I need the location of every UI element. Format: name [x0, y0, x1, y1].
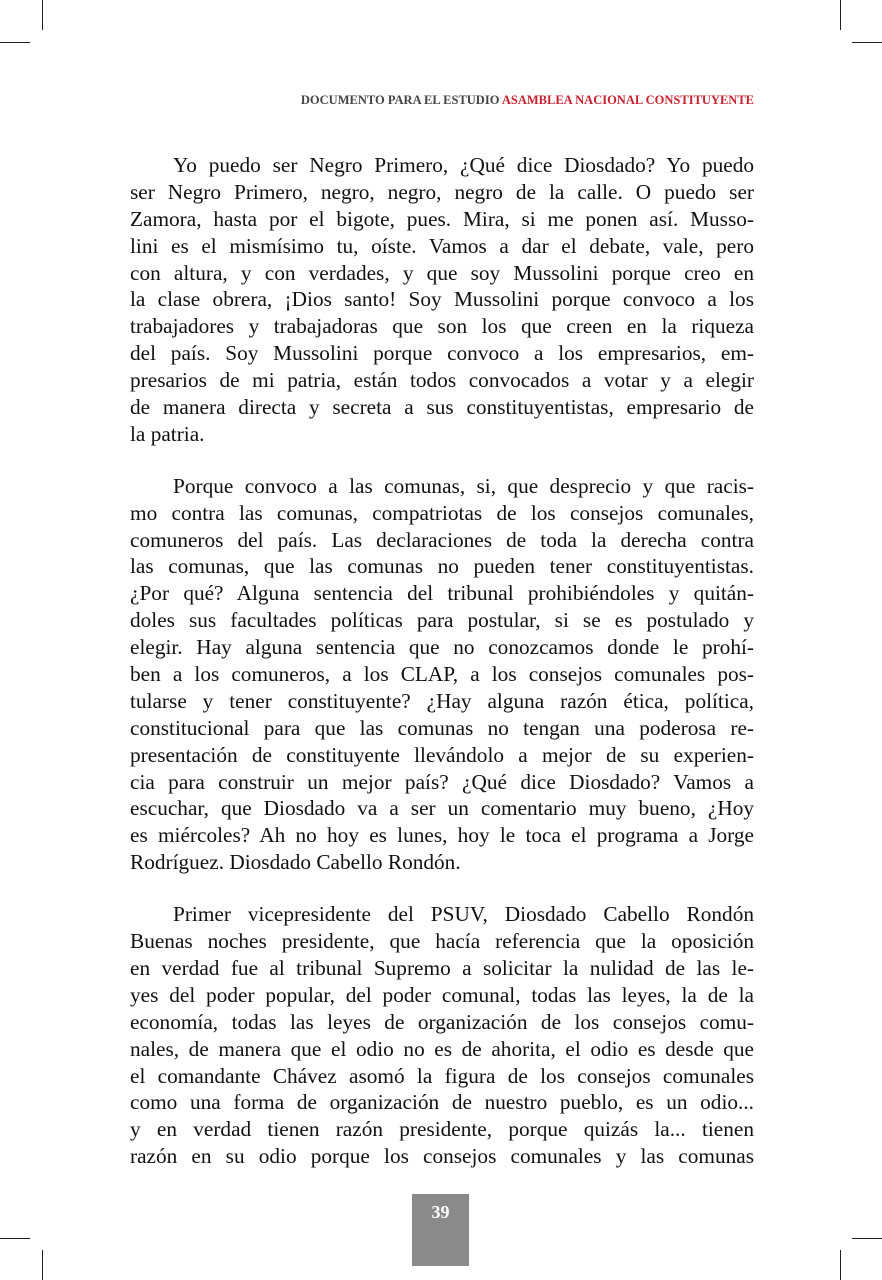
text-line: ¿Por qué? Alguna sentencia del tribunal prohibiéndoles y quitán-: [130, 581, 754, 606]
text-line: Rodríguez. Diosdado Cabello Rondón.: [130, 850, 461, 875]
text-line: presarios de mi patria, están todos convocados a votar y a elegir: [130, 368, 754, 393]
text-line: elegir. Hay alguna sentencia que no conozcamos donde le prohí-: [130, 635, 754, 660]
text-line: la clase obrera, ¡Dios santo! Soy Mussolini porque convoco a los: [130, 287, 754, 312]
text-line: razón en su odio porque los consejos comunales y las comunas: [130, 1144, 754, 1169]
crop-mark: [852, 1238, 882, 1239]
text-line: nales, de manera que el odio no es de ahorita, el odio es desde que: [130, 1036, 754, 1061]
text-line: Zamora, hasta por el bigote, pues. Mira, si me ponen así. Musso-: [130, 206, 754, 231]
crop-mark: [852, 42, 882, 43]
crop-mark: [42, 1250, 43, 1280]
text-line: ser Negro Primero, negro, negro, negro de la calle. O puedo ser: [130, 179, 754, 204]
text-line: escuchar, que Diosdado va a ser un comentario muy bueno, ¿Hoy: [130, 796, 754, 821]
page-number: [412, 1194, 469, 1266]
crop-mark: [0, 1238, 30, 1239]
header-highlight: ASAMBLEA NACIONAL CONSTITUYENTE: [501, 93, 754, 107]
text-line: la patria.: [130, 421, 205, 446]
text-line: economía, todas las leyes de organización de los consejos comu-: [130, 1009, 754, 1034]
paragraph: [130, 152, 754, 448]
crop-mark: [0, 42, 30, 43]
text-line: el comandante Chávez asomó la figura de los consejos comunales: [130, 1063, 754, 1088]
page-number-text: 39: [431, 1202, 450, 1222]
header-prefix: DOCUMENTO PARA EL ESTUDIO: [300, 93, 500, 107]
crop-mark: [42, 0, 43, 30]
text-line: ben a los comuneros, a los CLAP, a los consejos comunales pos-: [130, 662, 754, 687]
text-line: las comunas, que las comunas no pueden tener constituyentistas.: [130, 554, 754, 579]
text-line: como una forma de organización de nuestro pueblo, es un odio...: [130, 1090, 754, 1115]
text-line: mo contra las comunas, compatriotas de los consejos comunales,: [130, 500, 754, 525]
body-text: [130, 152, 754, 1195]
text-line: doles sus facultades políticas para postular, si se es postulado y: [130, 608, 754, 633]
text-line: con altura, y con verdades, y que soy Mussolini porque creo en: [130, 260, 754, 285]
text-line: comuneros del país. Las declaraciones de toda la derecha contra: [130, 527, 754, 552]
text-line: presentación de constituyente llevándolo a mejor de su experien-: [130, 742, 754, 767]
paragraph: [130, 473, 754, 876]
text-line: del país. Soy Mussolini porque convoco a los empresarios, em-: [130, 341, 754, 366]
paragraph: [130, 901, 754, 1170]
text-line: es miércoles? Ah no hoy es lunes, hoy le toca el programa a Jorge: [130, 823, 754, 848]
crop-mark: [840, 1250, 841, 1280]
text-line: Yo puedo ser Negro Primero, ¿Qué dice Diosdado? Yo puedo: [173, 153, 754, 177]
text-line: Primer vicepresidente del PSUV, Diosdado Cabello Rondón: [173, 902, 754, 927]
text-line: cia para construir un mejor país? ¿Qué dice Diosdado? Vamos a: [130, 769, 754, 794]
text-line: constitucional para que las comunas no tengan una poderosa re-: [130, 715, 754, 740]
text-line: en verdad fue al tribunal Supremo a solicitar la nulidad de las le-: [130, 955, 754, 980]
running-header: [301, 93, 754, 108]
text-line: Porque convoco a las comunas, si, que desprecio y que racis-: [173, 473, 754, 498]
text-line: Buenas noches presidente, que hacía referencia que la oposición: [130, 929, 754, 954]
text-line: tularse y tener constituyente? ¿Hay alguna razón ética, política,: [130, 688, 754, 713]
text-line: lini es el mismísimo tu, oíste. Vamos a dar el debate, vale, pero: [130, 233, 754, 258]
text-line: de manera directa y secreta a sus constituyentistas, empresario de: [130, 395, 754, 420]
crop-mark: [840, 0, 841, 30]
text-line: trabajadores y trabajadoras que son los que creen en la riqueza: [130, 314, 754, 339]
text-line: y en verdad tienen razón presidente, porque quizás la... tienen: [130, 1117, 754, 1142]
text-line: yes del poder popular, del poder comunal, todas las leyes, la de la: [130, 982, 754, 1007]
